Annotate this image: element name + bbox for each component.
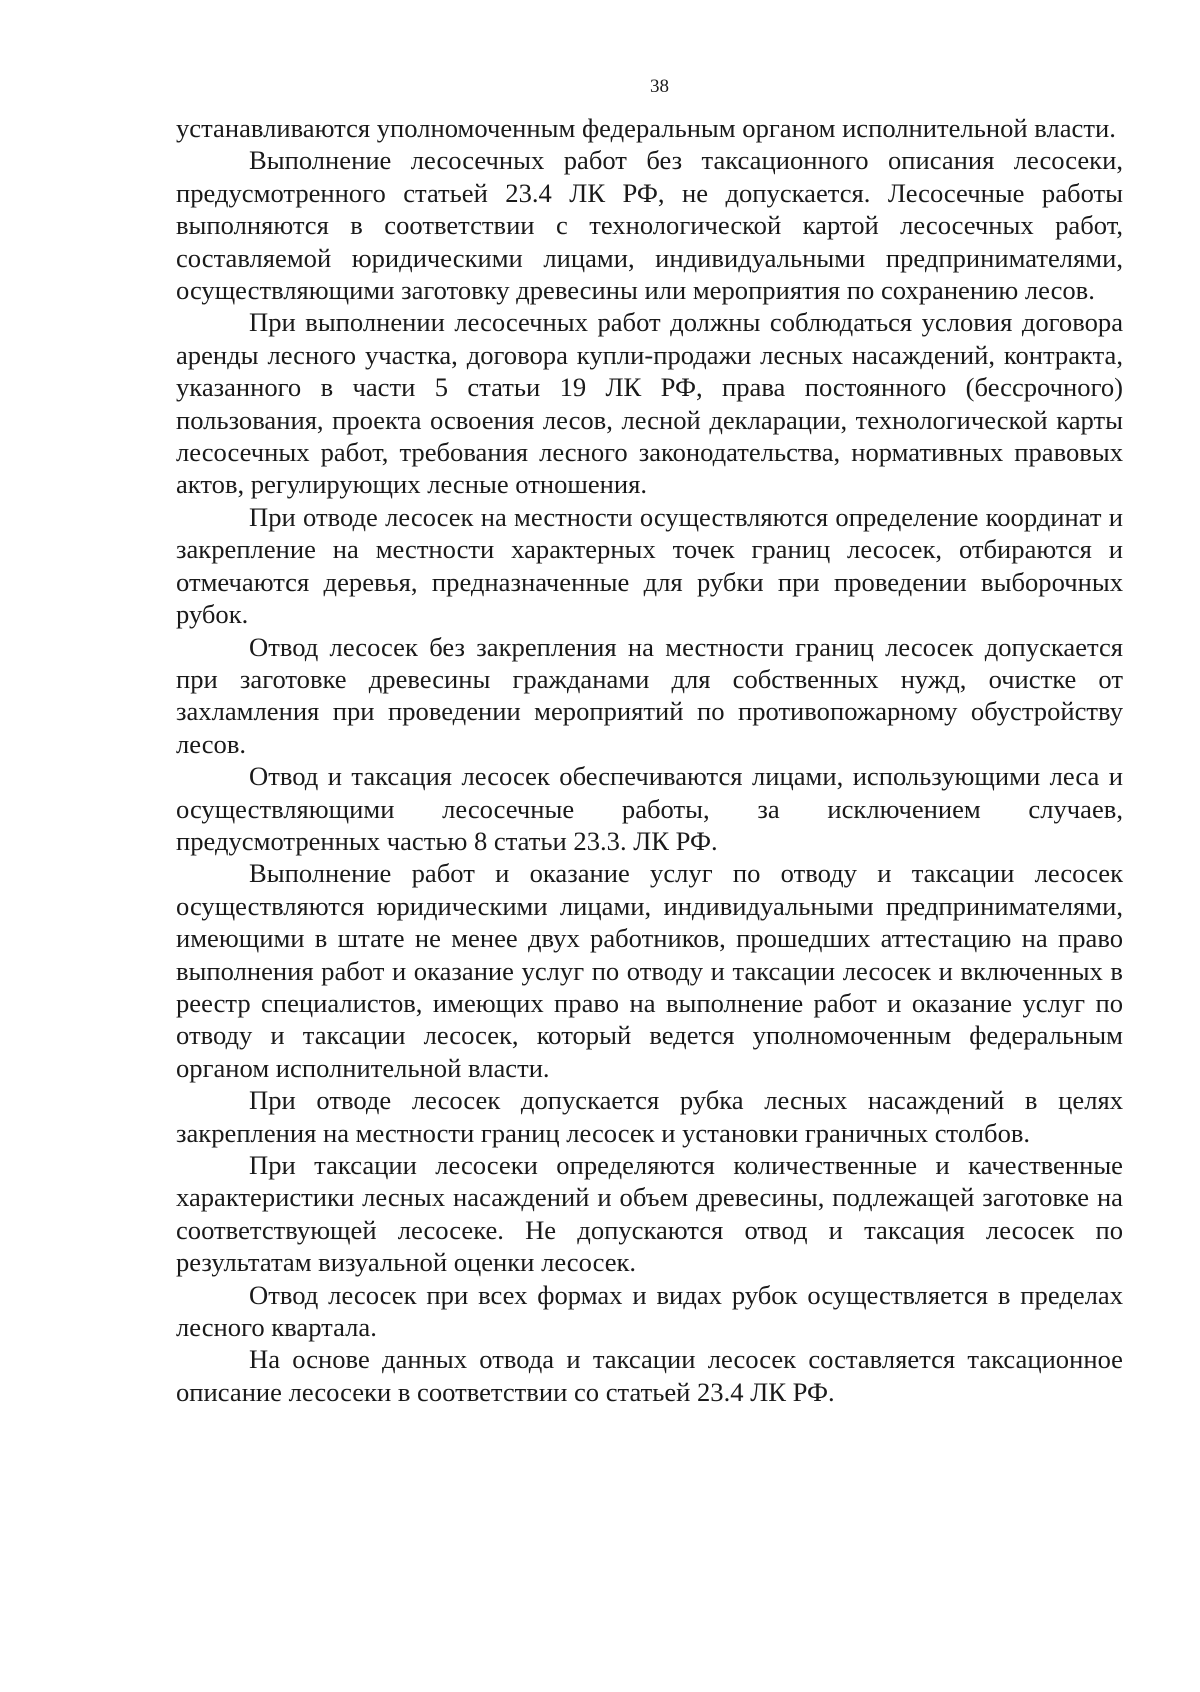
paragraph: Выполнение работ и оказание услуг по отводу и таксации лесосек осуществляются юридическими лицами, индивидуальными предпринимателями, имеющими в штате не менее двух работников, прошедших аттестацию на право выполнения работ и оказание услуг по отводу и таксации лесосек и включенных в реестр специалистов, имеющих право на выполнение работ и оказание услуг по отводу и таксации лесосек, который ведется уполномоченным федеральным органом исполнительной власти. bbox=[176, 858, 1123, 1083]
paragraph: При таксации лесосеки определяются количественные и качественные характеристики лесных насаждений и объем древесины, подлежащей заготовке на соответствующей лесосеке. Не допускаются отвод и таксация лесосек по результатам визуальной оценки лесосек. bbox=[176, 1150, 1123, 1278]
document-page bbox=[176, 72, 1123, 1672]
page-number: 38 bbox=[650, 76, 669, 97]
paragraph: На основе данных отвода и таксации лесосек составляется таксационное описание лесосеки в соответствии со статьей 23.4 ЛК РФ. bbox=[176, 1344, 1123, 1407]
paragraph: При отводе лесосек допускается рубка лесных насаждений в целях закрепления на местности границ лесосек и установки граничных столбов. bbox=[176, 1085, 1123, 1148]
paragraph: При выполнении лесосечных работ должны соблюдаться условия договора аренды лесного участка, договора купли-продажи лесных насаждений, контракта, указанного в части 5 статьи 19 ЛК РФ, права постоянного (бессрочного) пользования, проекта освоения лесов, лесной декларации, технологической карты лесосечных работ, требования лесного законодательства, нормативных правовых актов, регулирующих лесные отношения. bbox=[176, 307, 1123, 500]
paragraph: Выполнение лесосечных работ без таксационного описания лесосеки, предусмотренного статьей 23.4 ЛК РФ, не допускается. Лесосечные работы выполняются в соответствии с технологической картой лесосечных работ, составляемой юридическими лицами, индивидуальными предпринимателями, осуществляющими заготовку древесины или мероприятия по сохранению лесов. bbox=[176, 145, 1123, 306]
paragraph: При отводе лесосек на местности осуществляются определение координат и закрепление на местности характерных точек границ лесосек, отбираются и отмечаются деревья, предназначенные для рубки при проведении выборочных рубок. bbox=[176, 501, 1123, 630]
paragraph: Отвод лесосек при всех формах и видах рубок осуществляется в пределах лесного квартала. bbox=[176, 1279, 1123, 1343]
paragraph: Отвод лесосек без закрепления на местности границ лесосек допускается при заготовке древесины гражданами для собственных нужд, очистке от захламления при проведении мероприятий по противопожарному обустройству лесов. bbox=[176, 631, 1123, 759]
document-body bbox=[176, 112, 1123, 1408]
paragraph-continuation: устанавливаются уполномоченным федеральным органом исполнительной власти. bbox=[176, 113, 1116, 143]
paragraph: Отвод и таксация лесосек обеспечиваются лицами, использующими леса и осуществляющими лесосечные работы, за исключением случаев, предусмотренных частью 8 статьи 23.3. ЛК РФ. bbox=[176, 761, 1123, 856]
